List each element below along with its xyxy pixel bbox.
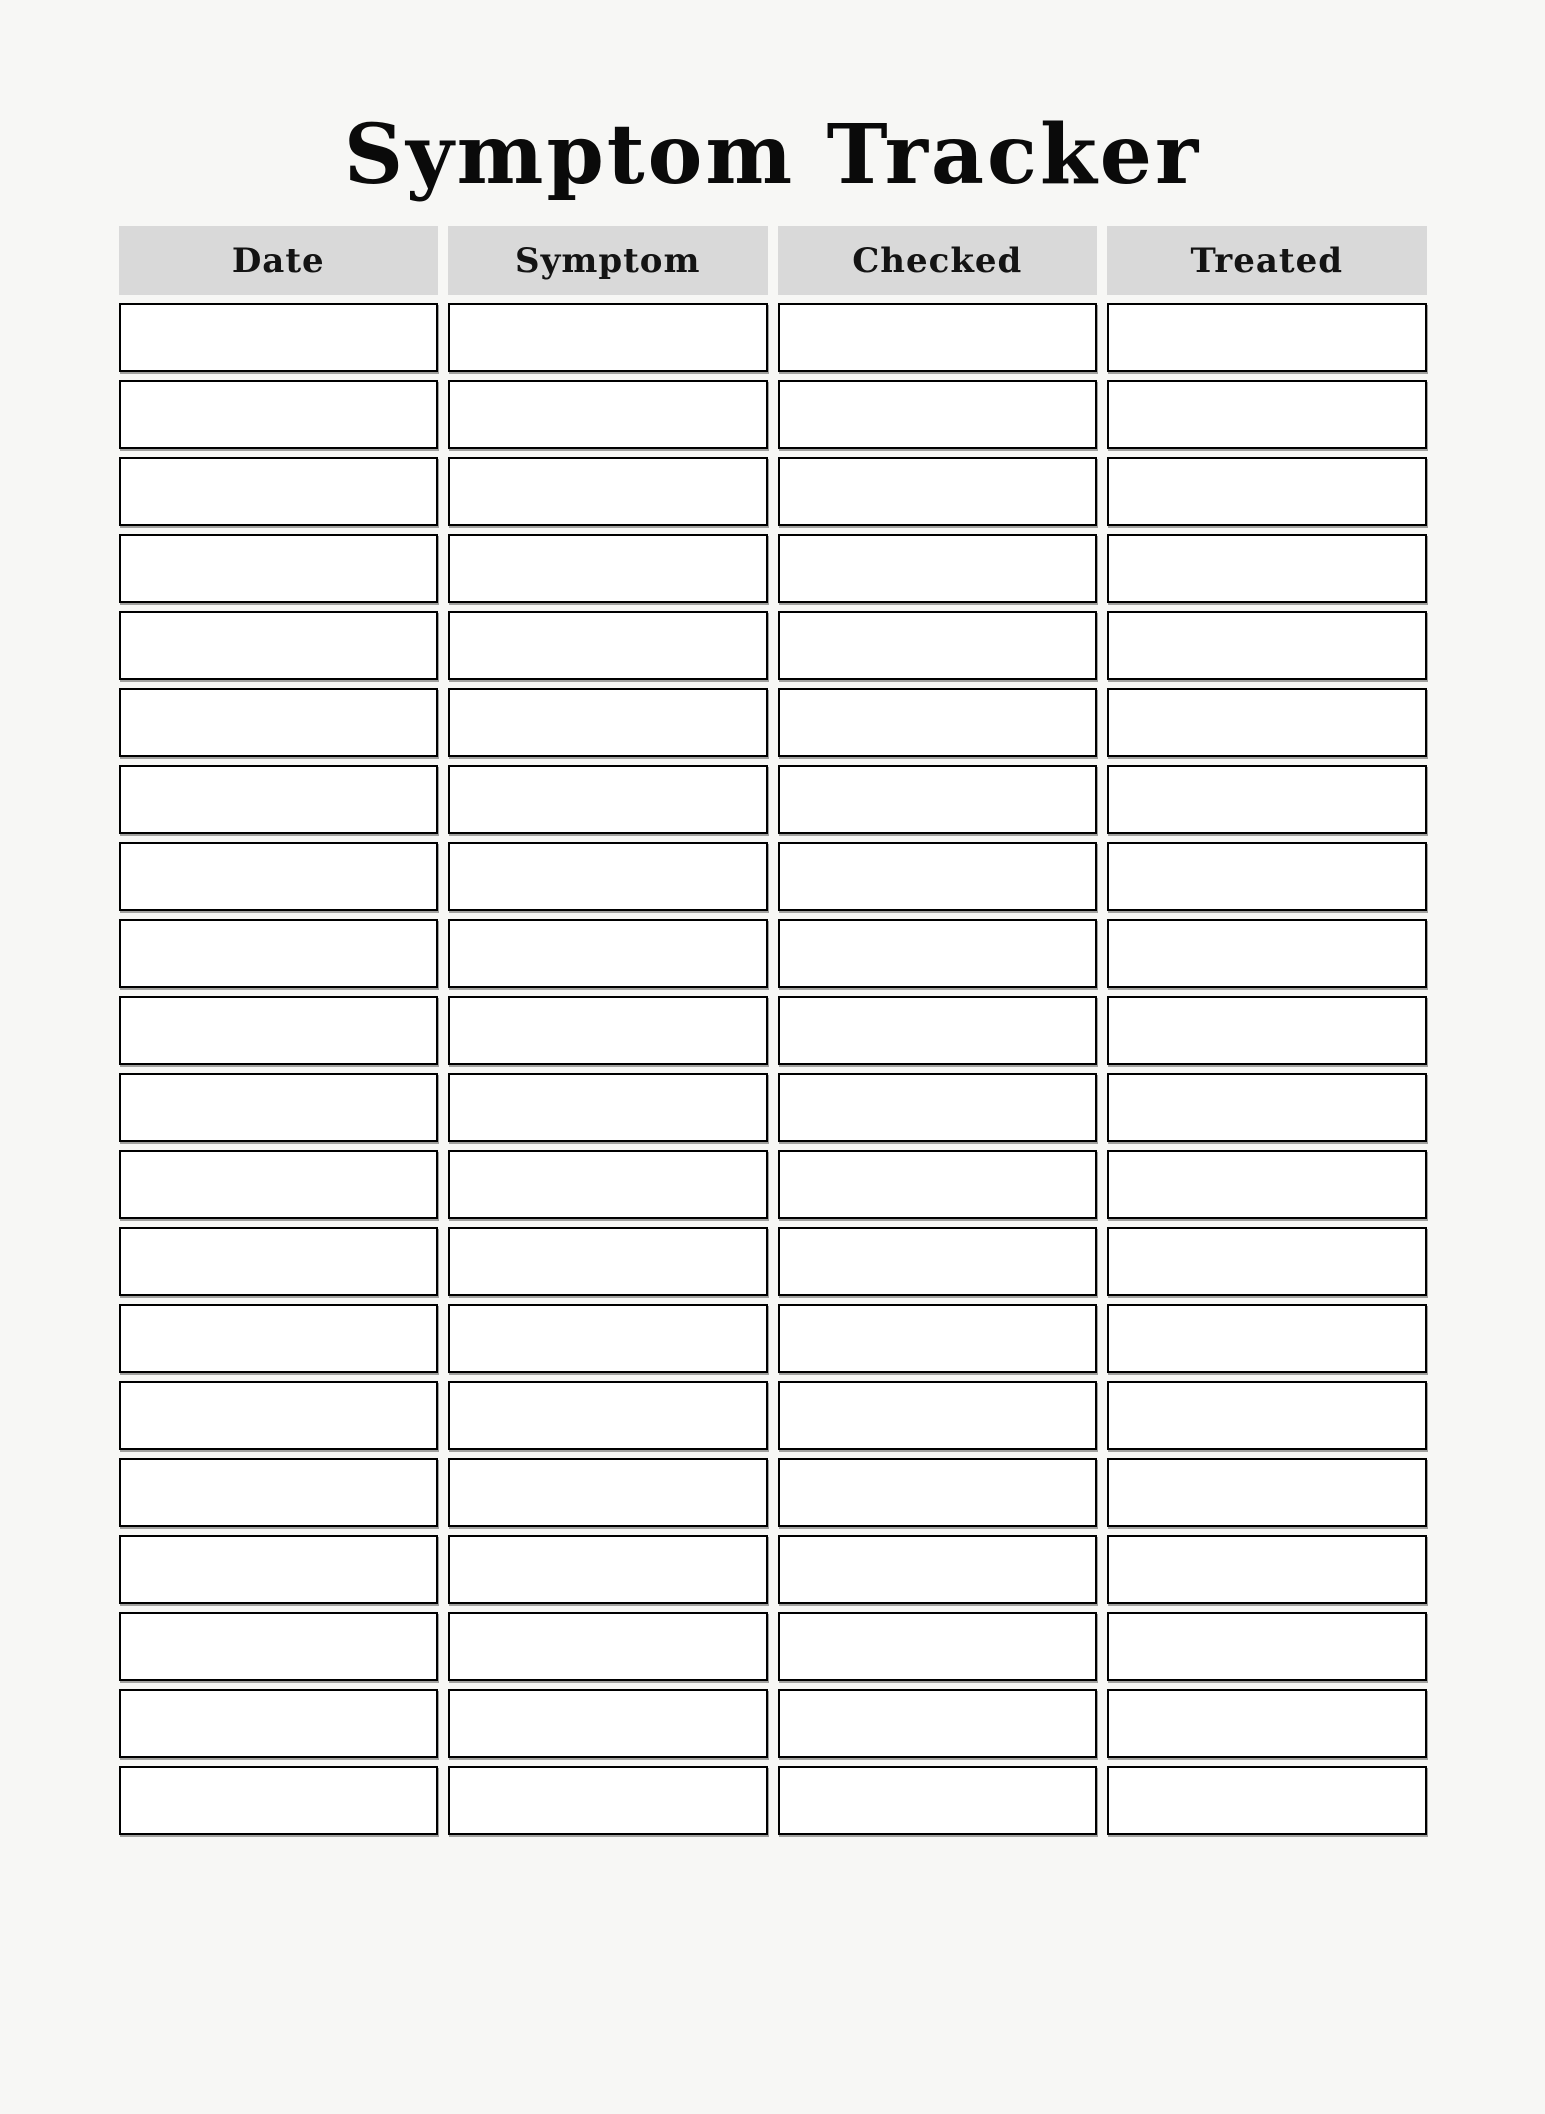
table-cell-checked: [778, 688, 1098, 757]
table-cell-treated: [1107, 1766, 1427, 1835]
table-cell-checked: [778, 457, 1098, 526]
table-cell-date: [119, 303, 439, 372]
table-cell-date: [119, 611, 439, 680]
table-cell-date: [119, 1073, 439, 1142]
table-cell-treated: [1107, 688, 1427, 757]
table-cell-symptom: [448, 611, 768, 680]
table-cell-treated: [1107, 1689, 1427, 1758]
table-cell-date: [119, 1689, 439, 1758]
table-cell-checked: [778, 1150, 1098, 1219]
table-header-row: [119, 226, 1427, 295]
table-cell-treated: [1107, 303, 1427, 372]
column-header-date: Date: [119, 226, 439, 295]
table-cell-checked: [778, 842, 1098, 911]
table-cell-checked: [778, 1766, 1098, 1835]
table-cell-checked: [778, 1458, 1098, 1527]
table-cell-date: [119, 1458, 439, 1527]
table-cell-date: [119, 1381, 439, 1450]
table-cell-symptom: [448, 1535, 768, 1604]
table-cell-symptom: [448, 1689, 768, 1758]
table-cell-treated: [1107, 380, 1427, 449]
table-cell-symptom: [448, 380, 768, 449]
table-cell-checked: [778, 1535, 1098, 1604]
table-cell-checked: [778, 1381, 1098, 1450]
table-body: [119, 303, 1427, 1835]
table-cell-checked: [778, 611, 1098, 680]
table-cell-checked: [778, 996, 1098, 1065]
table-cell-date: [119, 919, 439, 988]
table-cell-treated: [1107, 1304, 1427, 1373]
table-cell-date: [119, 457, 439, 526]
table-cell-symptom: [448, 842, 768, 911]
table-cell-checked: [778, 765, 1098, 834]
table-cell-date: [119, 765, 439, 834]
table-cell-checked: [778, 303, 1098, 372]
table-cell-treated: [1107, 1073, 1427, 1142]
table-cell-symptom: [448, 1381, 768, 1450]
table-cell-checked: [778, 534, 1098, 603]
table-cell-date: [119, 1304, 439, 1373]
table-cell-symptom: [448, 1304, 768, 1373]
table-cell-date: [119, 1612, 439, 1681]
table-cell-treated: [1107, 1458, 1427, 1527]
table-cell-treated: [1107, 765, 1427, 834]
table-cell-symptom: [448, 996, 768, 1065]
table-cell-date: [119, 1227, 439, 1296]
table-cell-symptom: [448, 303, 768, 372]
table-cell-checked: [778, 1304, 1098, 1373]
table-cell-treated: [1107, 1227, 1427, 1296]
table-cell-date: [119, 534, 439, 603]
table-cell-symptom: [448, 1227, 768, 1296]
table-cell-checked: [778, 1227, 1098, 1296]
symptom-tracker-page: [0, 107, 1545, 2114]
table-cell-checked: [778, 380, 1098, 449]
table-cell-symptom: [448, 1458, 768, 1527]
table-cell-treated: [1107, 611, 1427, 680]
table-cell-symptom: [448, 919, 768, 988]
table-cell-treated: [1107, 534, 1427, 603]
page-title: Symptom Tracker: [343, 107, 1202, 203]
table-cell-date: [119, 380, 439, 449]
table-cell-symptom: [448, 534, 768, 603]
table-cell-date: [119, 688, 439, 757]
table-cell-date: [119, 996, 439, 1065]
table-cell-treated: [1107, 842, 1427, 911]
table-cell-date: [119, 842, 439, 911]
table-cell-treated: [1107, 457, 1427, 526]
table-cell-date: [119, 1766, 439, 1835]
table-cell-symptom: [448, 1073, 768, 1142]
table-cell-date: [119, 1535, 439, 1604]
table-cell-checked: [778, 1612, 1098, 1681]
table-cell-treated: [1107, 996, 1427, 1065]
table-cell-symptom: [448, 1612, 768, 1681]
table-cell-treated: [1107, 1612, 1427, 1681]
table-cell-symptom: [448, 1150, 768, 1219]
table-cell-symptom: [448, 457, 768, 526]
column-header-checked: Checked: [778, 226, 1098, 295]
column-header-symptom: Symptom: [448, 226, 768, 295]
table-cell-symptom: [448, 765, 768, 834]
table-cell-symptom: [448, 688, 768, 757]
table-cell-symptom: [448, 1766, 768, 1835]
table-cell-checked: [778, 919, 1098, 988]
table-cell-treated: [1107, 1381, 1427, 1450]
table-cell-checked: [778, 1689, 1098, 1758]
table-cell-date: [119, 1150, 439, 1219]
table-cell-treated: [1107, 919, 1427, 988]
table-cell-checked: [778, 1073, 1098, 1142]
tracker-table: [119, 226, 1427, 1835]
column-header-treated: Treated: [1107, 226, 1427, 295]
table-cell-treated: [1107, 1535, 1427, 1604]
table-cell-treated: [1107, 1150, 1427, 1219]
